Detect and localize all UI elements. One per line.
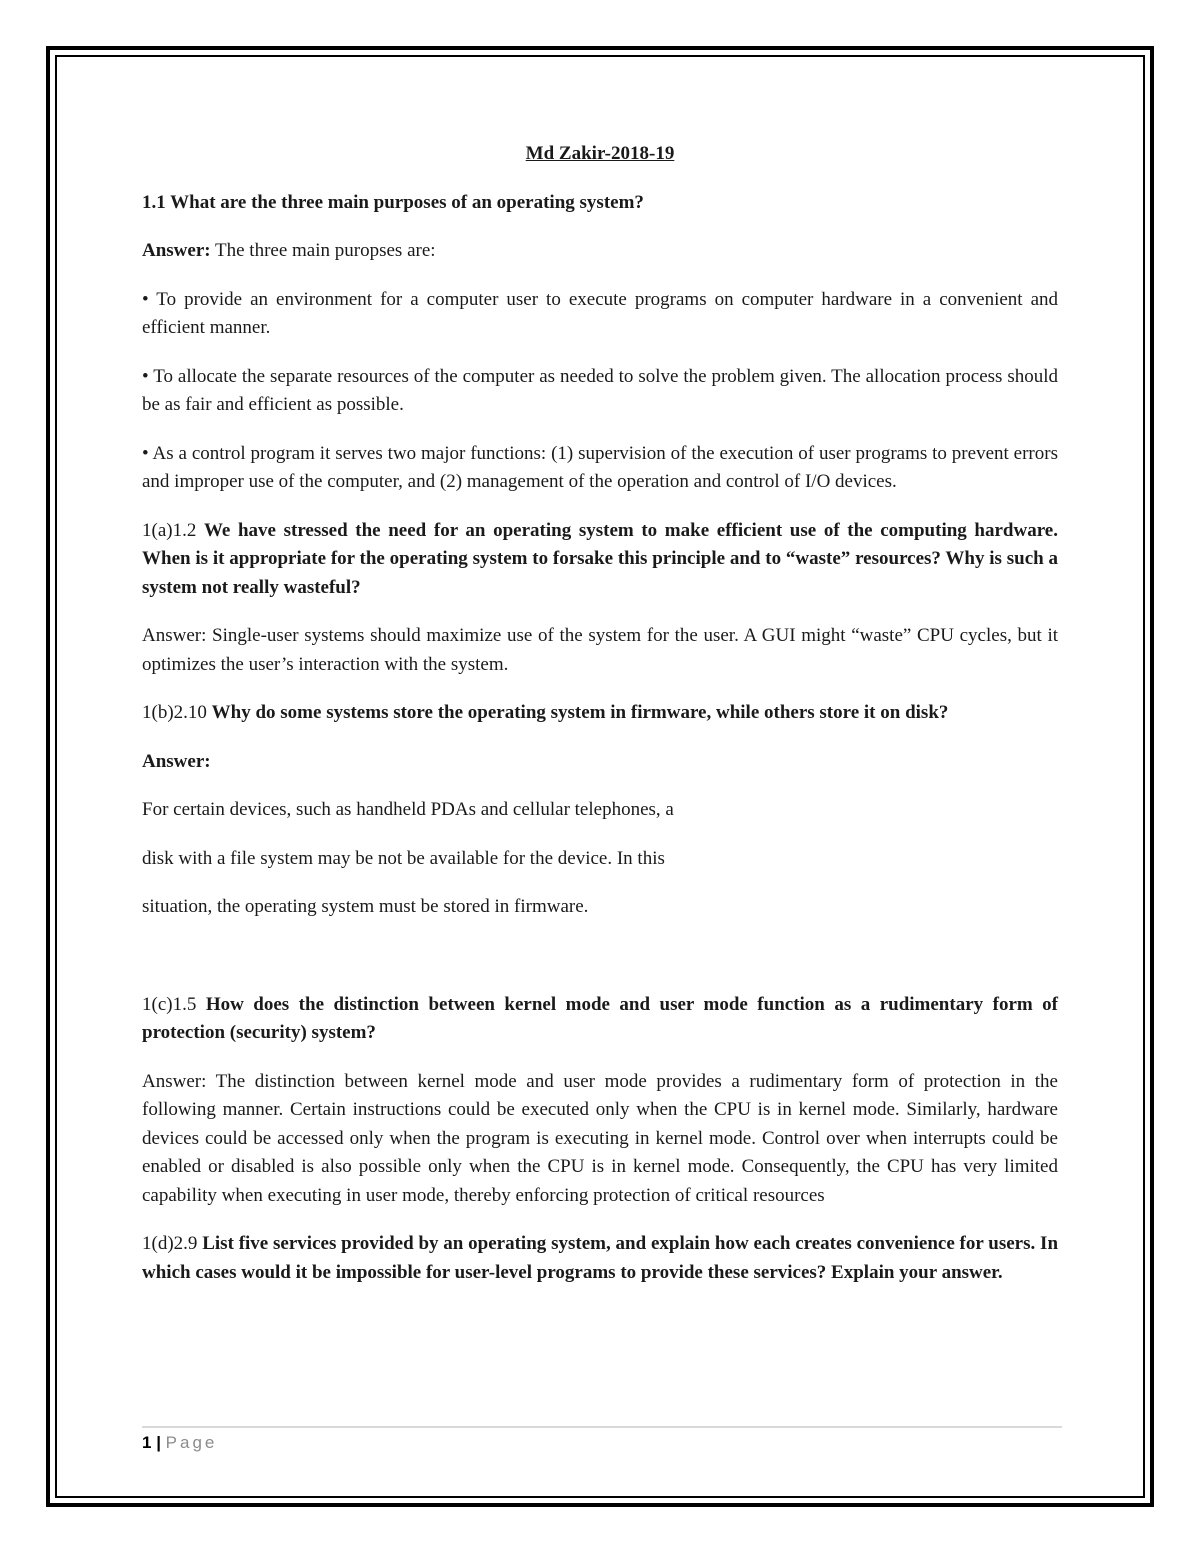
question-text: We have stressed the need for an operating system to make efficient use of the computing hardware. When is it appropriate for the operating system to forsake this principle and to “waste” resources? Why is such a system not really wasteful? bbox=[142, 519, 1058, 598]
question-number: 1(d)2.9 bbox=[142, 1233, 203, 1254]
question-number: 1(a)1.2 bbox=[142, 519, 204, 541]
page-footer bbox=[142, 1432, 217, 1454]
question-number: 1(b)2.10 bbox=[142, 702, 212, 723]
blank-space bbox=[142, 942, 1058, 991]
question-1b bbox=[142, 699, 1058, 728]
bullet-item: • As a control program it serves two major functions: (1) supervision of the execution of user programs to prevent errors and improper use of the computer, and (2) management of the operation and control of I/O devices. bbox=[142, 442, 1058, 492]
question-1d bbox=[142, 1230, 1058, 1287]
page-separator: | bbox=[151, 1433, 166, 1452]
answer-1b-label: Answer: bbox=[142, 750, 211, 772]
document-title: Md Zakir-2018-19 bbox=[525, 143, 675, 164]
footer-divider bbox=[142, 1426, 1062, 1428]
question-1-1: 1.1 What are the three main purposes of an operating system? bbox=[142, 191, 644, 213]
answer-1-1-intro bbox=[142, 237, 1058, 266]
bullet-item: • To provide an environment for a computer user to execute programs on computer hardware in a convenient and efficient manner. bbox=[142, 288, 1058, 338]
question-text: Why do some systems store the operating system in firmware, while others store it on disk? bbox=[211, 702, 949, 723]
question-text: List five services provided by an operating system, and explain how each creates convenience for users. In which cases would it be impossible for user-level programs to provide these services? Explain your answer. bbox=[142, 1233, 1059, 1283]
answer-1b-line: For certain devices, such as handheld PDAs and cellular telephones, a bbox=[142, 799, 674, 820]
document-body bbox=[142, 140, 1058, 1307]
answer-1a: Answer: Single-user systems should maximize use of the system for the user. A GUI might “waste” CPU cycles, but it optimizes the user’s interaction with the system. bbox=[142, 625, 1058, 675]
question-number: 1(c)1.5 bbox=[142, 993, 206, 1015]
page-number: 1 bbox=[142, 1433, 152, 1452]
question-text: How does the distinction between kernel mode and user mode function as a rudimentary form of protection (security) system? bbox=[142, 993, 1059, 1043]
answer-1b-line: situation, the operating system must be stored in firmware. bbox=[142, 896, 589, 917]
question-1a bbox=[142, 517, 1058, 603]
answer-label: Answer: bbox=[142, 240, 211, 261]
answer-1b-line: disk with a file system may be not be available for the device. In this bbox=[142, 847, 665, 869]
question-1c bbox=[142, 991, 1058, 1048]
page-label: Page bbox=[165, 1433, 218, 1452]
bullet-item: • To allocate the separate resources of the computer as needed to solve the problem given. The allocation process should be as fair and efficient as possible. bbox=[142, 365, 1058, 415]
answer-1c: Answer: The distinction between kernel mode and user mode provides a rudimentary form of protection in the following manner. Certain instructions could be executed only when the CPU is in kernel mode. Similarly, hardware devices could be accessed only when the program is executing in kernel mode. Control over when interrupts could be enabled or disabled is also possible only when the CPU is in kernel mode. Consequently, the CPU has very limited capability when executing in user mode, thereby enforcing protection of critical resources bbox=[142, 1070, 1058, 1206]
answer-intro-text: The three main puropses are: bbox=[210, 240, 436, 261]
